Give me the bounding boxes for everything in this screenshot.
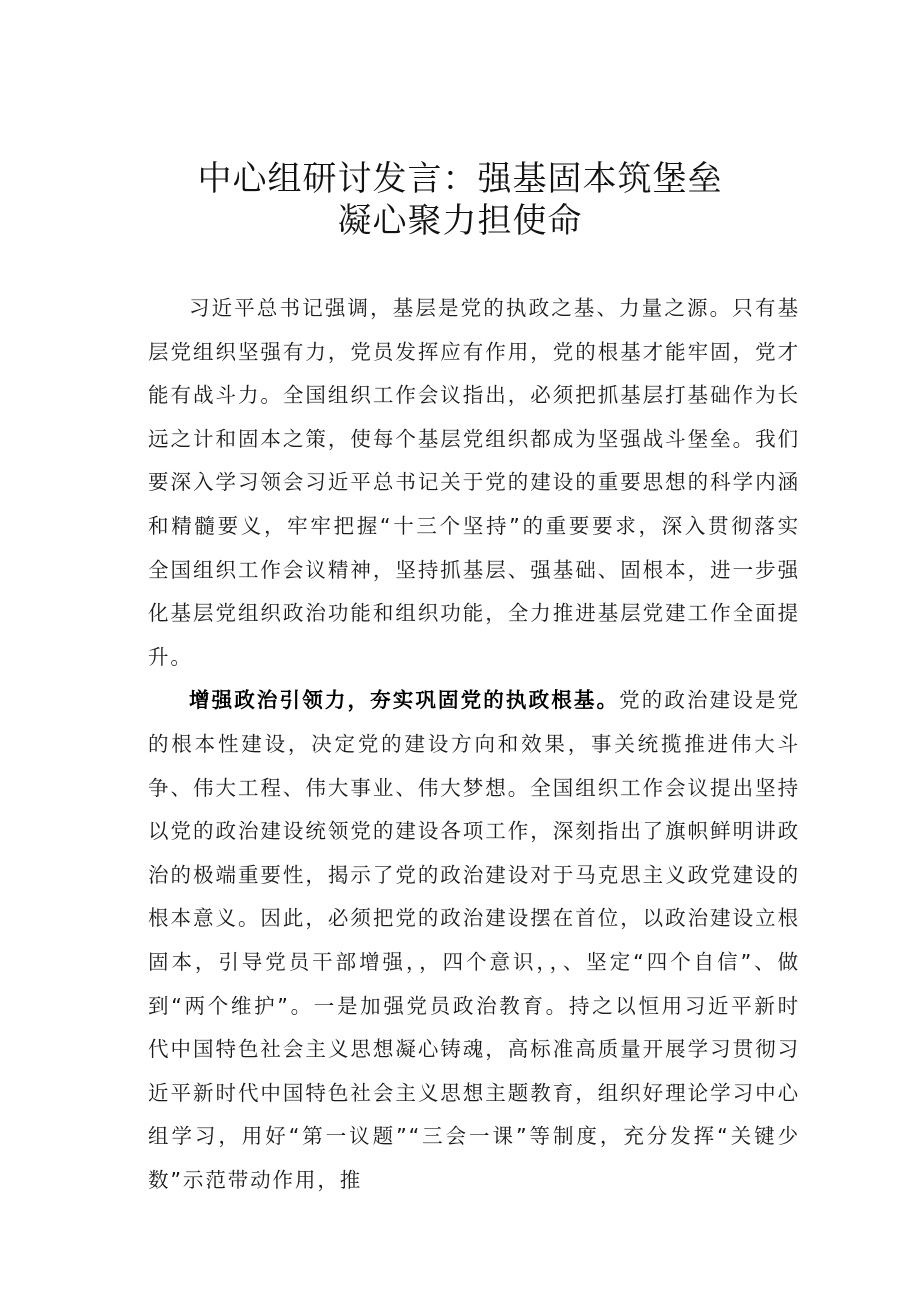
paragraph-political-leadership (148, 679, 800, 1202)
paragraph-intro (148, 287, 800, 679)
paragraph-lead-heading: 增强政治引领力，夯实巩固党的执政根基。 (189, 688, 620, 713)
paragraph-intro-text: 习近平总书记强调，基层是党的执政之基、力量之源。只有基层党组织坚强有力，党员发挥应有作用，党的根基才能牢固，党才能有战斗力。全国组织工作会议指出，必须把抓基层打基础作为长远之计和固本之策，使每个基层党组织都成为坚强战斗堡垒。我们要深入学习领会习近平总书记关于党的建设的重要思想的科学内涵和精髓要义，牢牢把握“十三个坚持”的重要要求，深入贯彻落实全国组织工作会议精神，坚持抓基层、强基础、固根本，进一步强化基层党组织政治功能和组织功能，全力推进基层党建工作全面提升。 (148, 296, 800, 669)
paragraph-political-leadership-text: 党的政治建设是党的根本性建设，决定党的建设方向和效果，事关统揽推进伟大斗争、伟大工程、伟大事业、伟大梦想。全国组织工作会议提出坚持以党的政治建设统领党的建设各项工作，深刻指出了旗帜鲜明讲政治的极端重要性，揭示了党的政治建设对于马克思主义政党建设的根本意义。因此，必须把党的政治建设摆在首位，以政治建设立根固本，引导党员干部增强，，四个意识，，、坚定“四个自信”、做到“两个维护”。一是加强党员政治教育。持之以恒用习近平新时代中国特色社会主义思想凝心铸魂，高标准高质量开展学习贯彻习近平新时代中国特色社会主义思想主题教育，组织好理论学习中心组学习，用好“第一议题”“三会一课”等制度，充分发挥“关键少数”示范带动作用，推 (148, 688, 800, 1192)
document-body (148, 287, 800, 1202)
document-title-line-1: 中心组研讨发言：强基固本筑堡垒 (197, 159, 723, 199)
document-title-line-2: 凝心聚力担使命 (337, 201, 583, 241)
